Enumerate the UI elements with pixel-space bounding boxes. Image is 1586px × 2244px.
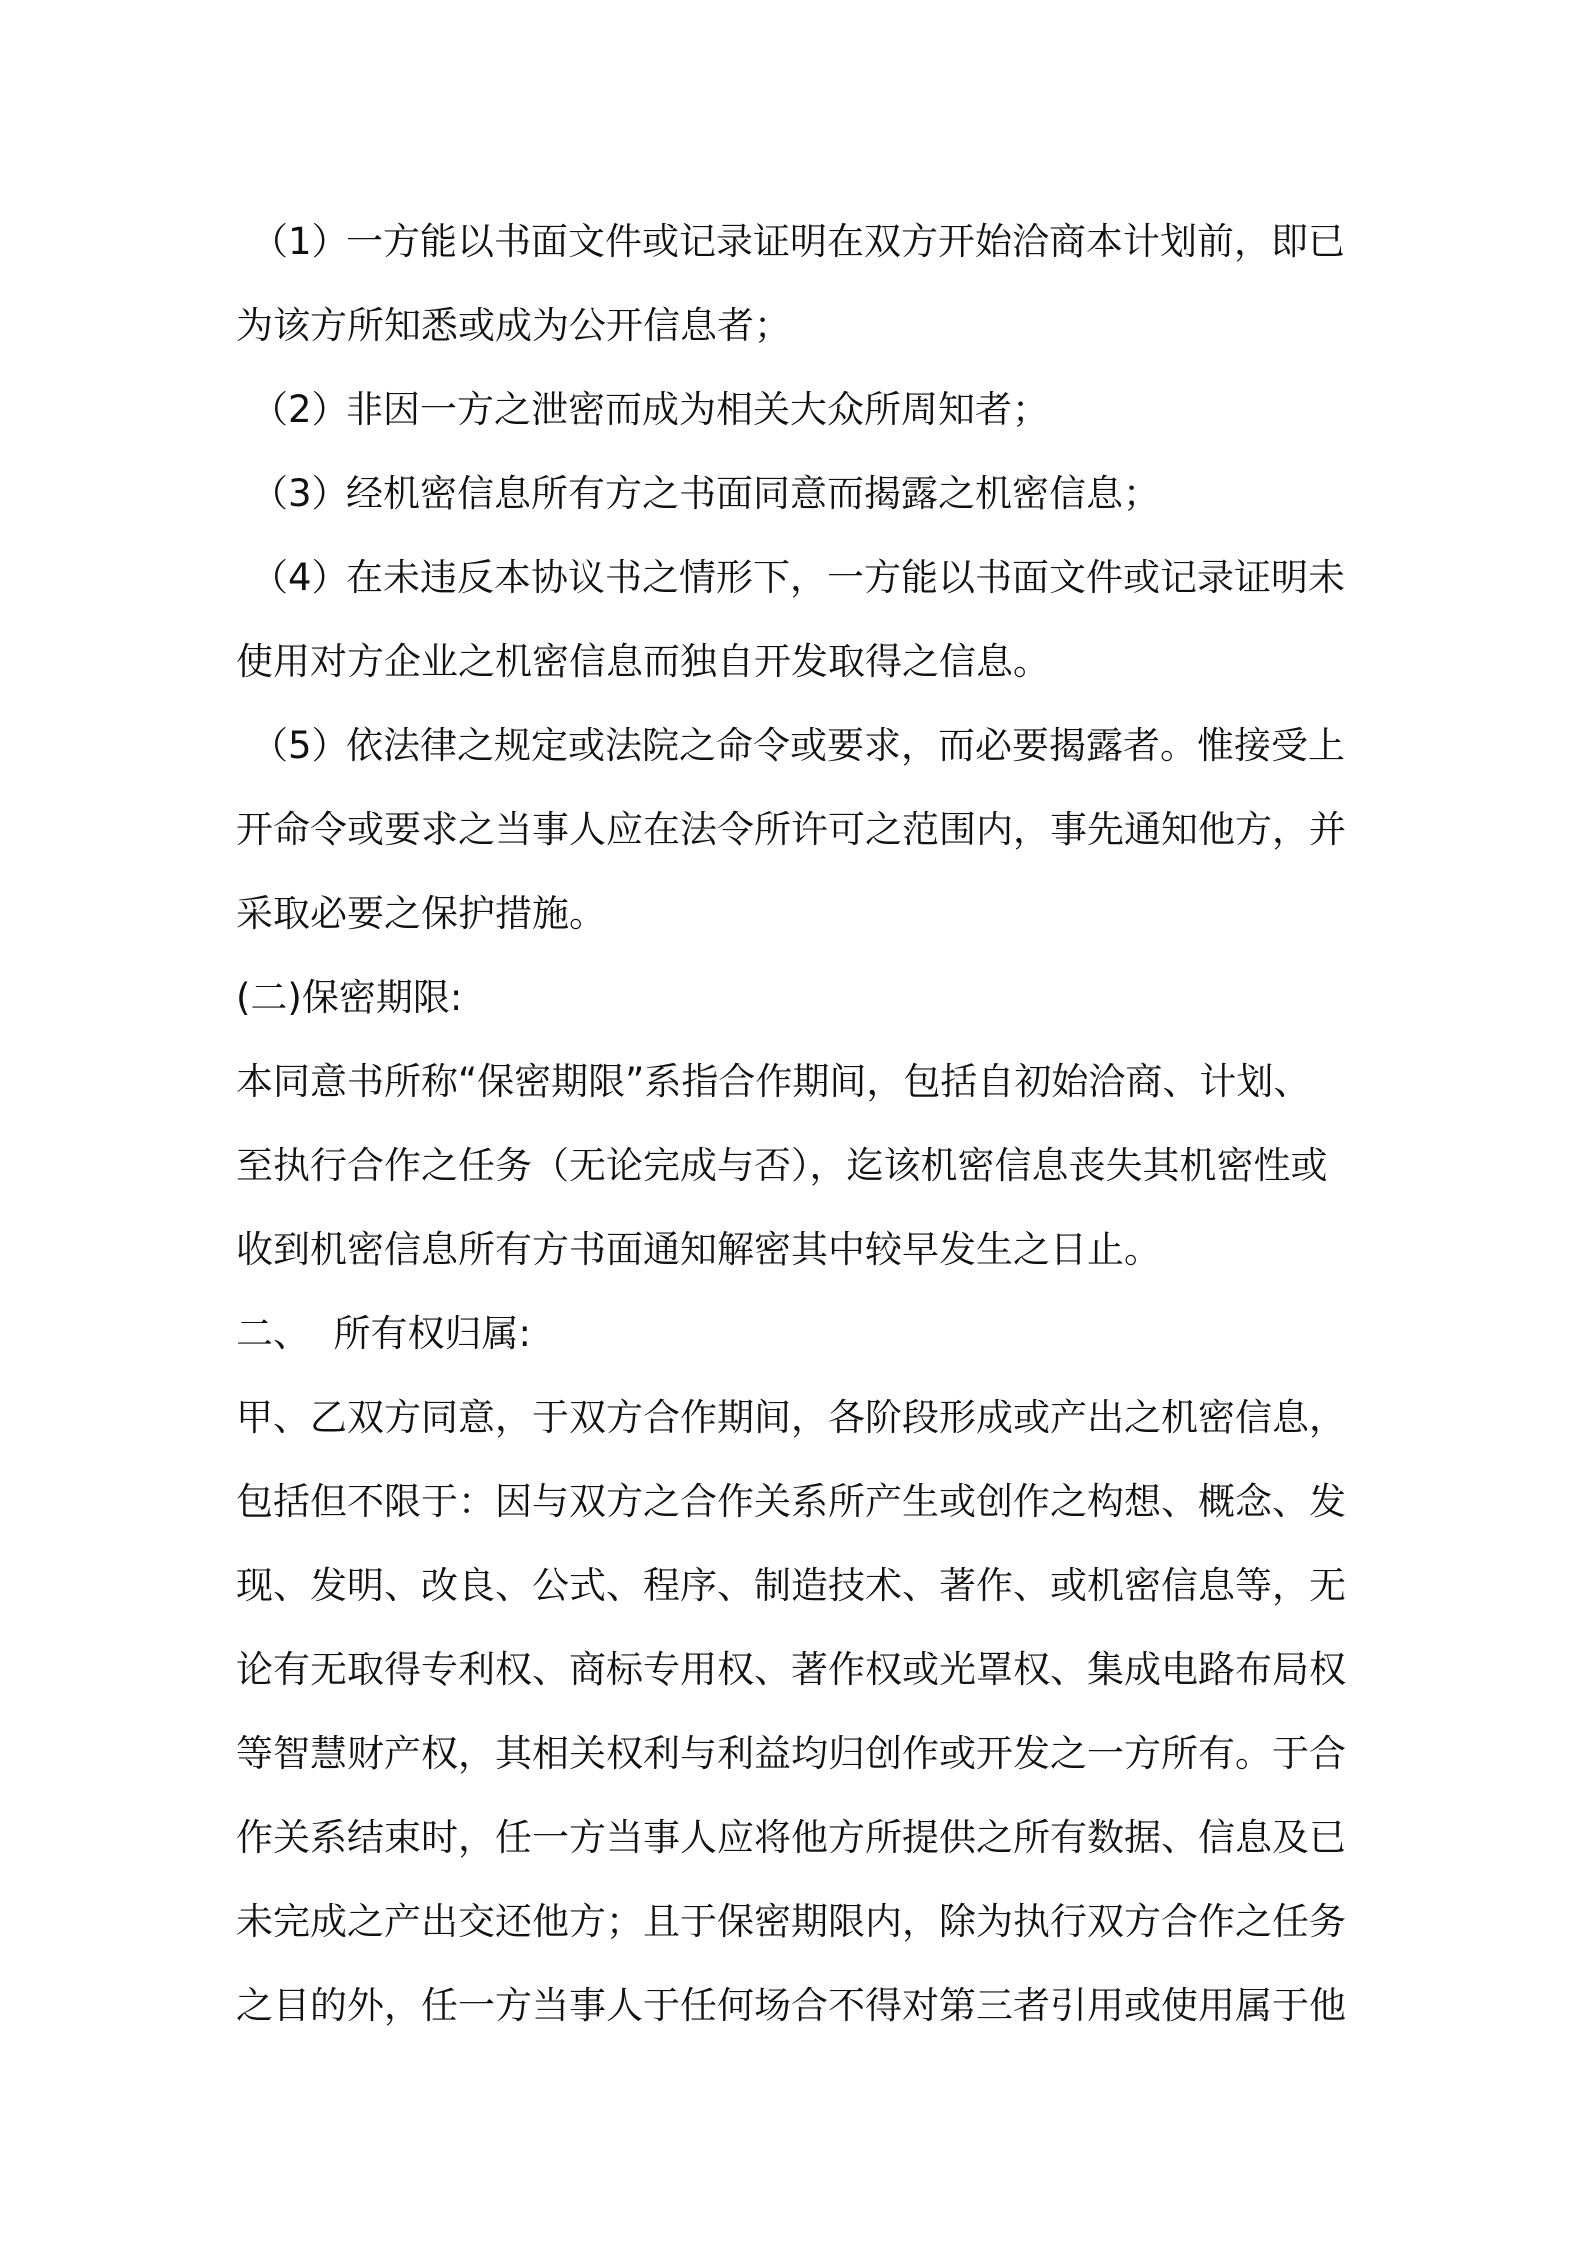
text-line [236, 704, 1370, 788]
list-item [236, 200, 1370, 368]
text-line: 包括但不限于：因与双方之合作关系所产生或创作之构想、概念、发 [236, 1480, 1346, 1523]
item-number: （4） [251, 556, 349, 599]
text-line [236, 452, 1370, 536]
text-line: 使用对方企业之机密信息而独自开发取得之信息。 [236, 640, 1050, 683]
text-line: 论有无取得专利权、商标专用权、著作权或光罩权、集成电路布局权 [236, 1648, 1346, 1691]
text-line: 开命令或要求之当事人应在法令所许可之范围内，事先通知他方，并 [236, 808, 1346, 851]
text-line [236, 200, 1370, 284]
section-heading: 二、 所有权归属: [236, 1312, 531, 1355]
item-text: 依法律之规定或法院之命令或要求，而必要揭露者。惟接受上 [346, 724, 1345, 767]
document-page [236, 200, 1370, 2048]
list-item [236, 368, 1370, 452]
text-line: 采取必要之保护措施。 [236, 892, 606, 935]
item-number: （5） [251, 724, 349, 767]
item-text: 一方能以书面文件或记录证明在双方开始洽商本计划前，即已 [346, 220, 1345, 263]
section-heading: (二)保密期限: [236, 976, 463, 1019]
item-text: 在未违反本协议书之情形下，一方能以书面文件或记录证明未 [346, 556, 1345, 599]
text-line: 甲、乙双方同意，于双方合作期间，各阶段形成或产出之机密信息， [236, 1396, 1346, 1439]
text-line: 未完成之产出交还他方；且于保密期限内，除为执行双方合作之任务 [236, 1900, 1346, 1943]
text-line: 现、发明、改良、公式、程序、制造技术、著作、或机密信息等，无 [236, 1564, 1346, 1607]
section-period [236, 956, 1370, 1292]
text-line: 作关系结束时，任一方当事人应将他方所提供之所有数据、信息及已 [236, 1816, 1346, 1859]
item-text: 经机密信息所有方之书面同意而揭露之机密信息； [346, 472, 1160, 515]
list-item [236, 704, 1370, 956]
text-line [236, 368, 1370, 452]
list-item [236, 536, 1370, 704]
text-line: 之目的外，任一方当事人于任何场合不得对第三者引用或使用属于他 [236, 1984, 1346, 2027]
item-number: （1） [251, 220, 349, 263]
text-line: 为该方所知悉或成为公开信息者； [236, 304, 791, 347]
item-number: （2） [251, 388, 349, 431]
item-text: 非因一方之泄密而成为相关大众所周知者； [346, 388, 1049, 431]
text-line: 本同意书所称“保密期限”系指合作期间，包括自初始洽商、计划、 [236, 1060, 1311, 1103]
text-line [236, 536, 1370, 620]
section-ownership [236, 1292, 1370, 2048]
text-line: 至执行合作之任务（无论完成与否），迄该机密信息丧失其机密性或 [236, 1144, 1328, 1187]
item-number: （3） [251, 472, 349, 515]
list-item [236, 452, 1370, 536]
text-line: 等智慧财产权，其相关权利与利益均归创作或开发之一方所有。于合 [236, 1732, 1346, 1775]
text-line: 收到机密信息所有方书面通知解密其中较早发生之日止。 [236, 1228, 1161, 1271]
